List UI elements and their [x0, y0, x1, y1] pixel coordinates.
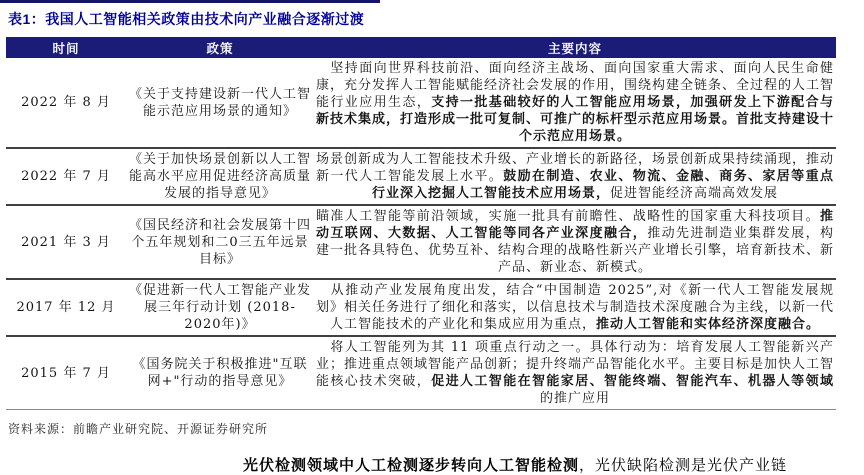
table-row [6, 148, 836, 205]
content-text: 推动先进制造业集群发展，构建一批各具特色、优势互补、结构合理的战略性新兴产业增长引擎，培育新技术、新产品、新业态、新模式。 [316, 226, 835, 275]
content-text: 坚持面向世界科技前沿、面向经济主战场、面向国家重大需求、面向人民生命健康，充分发挥人工智能赋能经济社会发展的作用，围绕构建全链条、全过程的人工智能行业应用生态， [316, 61, 835, 110]
policy-date: 2017 年 12 月 [6, 279, 126, 336]
policy-content [314, 148, 836, 205]
table-header [6, 37, 836, 58]
heading-emphasis: 光伏检测领域中人工检测逐步转向人工智能检测 [243, 456, 580, 474]
table-title: 表1：我国人工智能相关政策由技术向产业融合逐渐过渡 [8, 11, 365, 27]
policy-content [314, 58, 836, 148]
content-text: 将人工智能列为其 11 项重点行动之一。具体行动为：培育发展人工智能新兴产业；推进重点领域智能产品创新；提升终端产品智能化水平。主要目标是加快人工智能核心技术突破， [316, 340, 835, 389]
content-text: 场景创新成为人工智能技术升级、产业增长的新路径，场景创新成果持续涌现，推动新一代人工智能发展上水平。 [316, 152, 835, 184]
policy-date: 2022 年 8 月 [21, 95, 111, 110]
table-header-row [6, 37, 836, 58]
table-row [6, 279, 836, 336]
policy-content [314, 205, 836, 279]
table-body [6, 58, 836, 410]
column-header-0: 时间 [6, 37, 126, 58]
policy-name: 《国务院关于积极推进"互联网+"行动的指导意见》 [126, 336, 314, 410]
content-text: 瞄准人工智能等前沿领域，实施一批具有前瞻性、战略性的国家重大科技项目。 [316, 209, 820, 224]
policy-name: 《国民经济和社会发展第十四个五年规划和二0三五年远景目标》 [126, 205, 314, 279]
policy-name: 《关于加快场景创新以人工智能高水平应用促进经济高质量发展的指导意见》 [126, 148, 314, 205]
next-section-heading [243, 454, 787, 475]
policy-content [314, 279, 836, 336]
column-header-2: 主要内容 [314, 37, 836, 58]
policy-date: 2021 年 3 月 [6, 205, 126, 279]
content-emphasis: 支持一批基础较好的人工智能应用场景，加强研发上下游配合与新技术集成，打造形成一批可复制、可推广的标杆型示范应用场景。首批支持建设十个示范应用场景。 [316, 95, 835, 144]
content-emphasis: 推动互联网、大数据、人工智能等同各产业深度融合， [316, 209, 834, 241]
policy-name: 《关于支持建设新一代人工智能示范应用场景的通知》 [128, 86, 311, 119]
content-text: 从推动产业发展角度出发，结合“中国制造 2025”,对《新一代人工智能发展规划》相关任务进行了细化和落实，以信息技术与制造技术深度融合为主线，以新一代人工智能技术的产业化和集成应用为重点， [316, 283, 835, 332]
table-row [6, 336, 836, 410]
table-row [6, 205, 836, 279]
policy-date: 2022 年 7 月 [6, 148, 126, 205]
policy-name: 《促进新一代人工智能产业发展三年行动计划 (2018-2020年)》 [126, 279, 314, 336]
policy-date: 2015 年 7 月 [6, 336, 126, 410]
content-emphasis: 鼓励在制造、农业、物流、金融、商务、家居等重点行业深入挖掘人工智能技术应用场景， [371, 169, 834, 201]
column-header-1: 政策 [126, 37, 314, 58]
policy-content [314, 336, 836, 410]
source-note: 资料来源：前瞻产业研究院、开源证券研究所 [8, 422, 269, 436]
content-emphasis: 促进人工智能在智能家居、智能终端、智能汽车、机器人等领域 [431, 374, 834, 389]
content-text: 的推广应用 [539, 391, 610, 406]
policy-table [6, 37, 836, 410]
table-row [6, 58, 836, 148]
content-text: 促进智能经济高端高效发展 [610, 186, 779, 201]
heading-text: ，光伏缺陷检测是光伏产业链 [579, 456, 788, 474]
content-emphasis: 推动人工智能和实体经济深度融合。 [596, 317, 821, 332]
top-divider [0, 0, 380, 3]
